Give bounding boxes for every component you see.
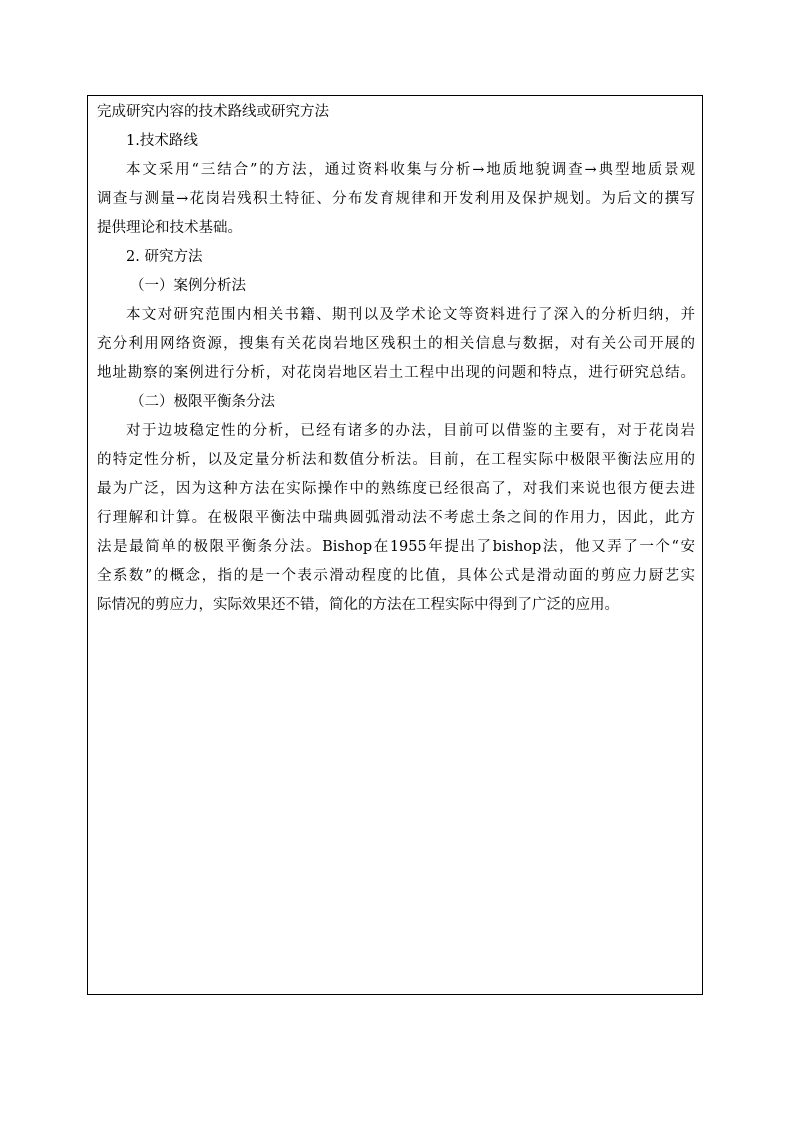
section-title: 完成研究内容的技术路线或研究方法 xyxy=(97,104,329,120)
para-3-line-6: 全系数”的概念，指的是一个表示滑动程度的比值，具体公式是滑动面的剪应力厨艺实 xyxy=(97,568,695,584)
para-3-line-2: 的特定性分析，以及定量分析法和数值分析法。目前，在工程实际中极限平衡法应用的 xyxy=(97,452,695,468)
para-1-line-2: 调查与测量→花岗岩残积土特征、分布发育规律和开发利用及保护规划。为后文的撰写 xyxy=(97,191,695,207)
para-2-line-1: 本文对研究范围内相关书籍、期刊以及学术论文等资料进行了深入的分析归纳，并 xyxy=(126,307,695,323)
para-2-line-3: 地址勘察的案例进行分析，对花岗岩地区岩土工程中出现的问题和特点，进行研究总结。 xyxy=(97,365,695,381)
subheading-limit-equilibrium: （二）极限平衡条分法 xyxy=(130,394,275,410)
para-3-line-5: 法是最简单的极限平衡条分法。Bishop在1955年提出了bishop法，他又弄了一个“安 xyxy=(97,539,695,555)
heading-research-methods: 2. 研究方法 xyxy=(126,249,203,265)
para-2-line-2: 充分利用网络资源，搜集有关花岗岩地区残积土的相关信息与数据，对有关公司开展的 xyxy=(97,336,695,352)
para-1-line-3: 提供理论和技术基础。 xyxy=(97,220,242,236)
para-3-line-4: 行理解和计算。在极限平衡法中瑞典圆弧滑动法不考虑土条之间的作用力，因此，此方 xyxy=(97,510,695,526)
para-1-line-1: 本文采用“三结合”的方法，通过资料收集与分析→地质地貌调查→典型地质景观 xyxy=(126,162,695,178)
para-3-line-3: 最为广泛，因为这种方法在实际操作中的熟练度已经很高了，对我们来说也很方便去进 xyxy=(97,481,695,497)
para-3-line-1: 对于边坡稳定性的分析，已经有诸多的办法，目前可以借鉴的主要有，对于花岗岩 xyxy=(126,423,695,439)
para-3-line-7: 际情况的剪应力，实际效果还不错，简化的方法在工程实际中得到了广泛的应用。 xyxy=(97,597,619,613)
heading-technical-route: 1.技术路线 xyxy=(126,133,198,149)
subheading-case-analysis: （一）案例分析法 xyxy=(130,278,246,294)
document-frame xyxy=(87,95,703,995)
